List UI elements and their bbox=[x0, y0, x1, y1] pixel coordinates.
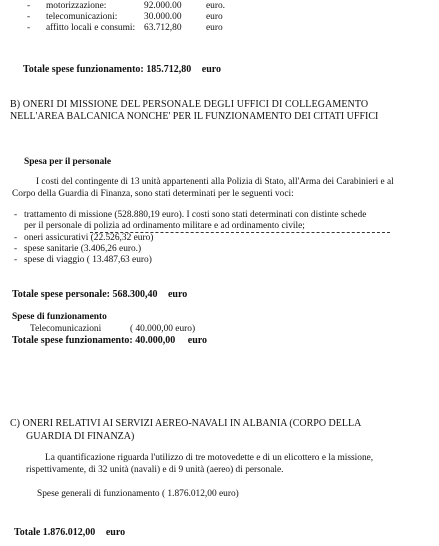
quantificazione-line2: rispettivamente, di 32 unità (navali) e di 9 unità (aereo) di personale. bbox=[26, 465, 284, 475]
list-amount: 30.000.00 bbox=[144, 12, 182, 22]
spese-funzionamento-title: Spese di funzionamento bbox=[12, 312, 107, 322]
list-label: affitto locali e consumi: bbox=[46, 23, 136, 33]
totale-personale bbox=[12, 289, 187, 300]
totale-value: Totale spese funzionamento: 40.000,00 bbox=[12, 335, 176, 346]
bullet: - bbox=[14, 210, 18, 220]
totale-value: Totale spese funzionamento: 185.712,80 bbox=[23, 64, 192, 75]
bullet: - bbox=[14, 233, 18, 243]
quantificazione-line1: La quantificazione riguarda l'utilizzo di tre motovedette e di un elicottero e la missione, bbox=[45, 453, 374, 463]
personale-item4: spese di viaggio ( 13.487,63 euro) bbox=[24, 255, 152, 265]
telecom-amount: ( 40.000,00 euro) bbox=[130, 324, 196, 334]
spese-generali: Spese generali di funzionamento ( 1.876.012,00 euro) bbox=[37, 489, 239, 499]
personale-item2: oneri assicurativi (22.526,32 euro) bbox=[24, 233, 154, 243]
intro-line2: Corpo della Guardia di Finanza, sono stati determinati per le seguenti voci: bbox=[12, 189, 294, 199]
section-c-heading-line2: GUARDIA DI FINANZA) bbox=[26, 431, 135, 442]
bullet: - bbox=[14, 244, 18, 254]
totale-value: Totale spese personale: 568.300,40 bbox=[12, 289, 158, 300]
totale-funzionamento-b bbox=[12, 335, 207, 346]
telecom-label: Telecomunicazioni bbox=[30, 324, 102, 334]
personale-item1-line1: trattamento di missione (528.880,19 euro). I costi sono stati determinati con distinte schede bbox=[24, 210, 367, 220]
list-label: telecomunicazioni: bbox=[46, 12, 118, 22]
list-item-motorizzazione bbox=[27, 1, 30, 11]
personale-item1-line2: per il personale di polizia ad ordinamento militare e ad ordinamento civile; bbox=[24, 221, 305, 231]
intro-line1: I costi del contingente di 13 unità appartenenti alla Polizia di Stato, all'Arma dei Carabinieri e al bbox=[36, 177, 394, 187]
section-b-heading-line1: B) ONERI DI MISSIONE DEL PERSONALE DEGLI UFFICI DI COLLEGAMENTO bbox=[10, 99, 369, 110]
totale-unit: euro bbox=[105, 527, 126, 538]
totale-funzionamento-a bbox=[23, 64, 221, 75]
list-unit: euro bbox=[206, 12, 223, 22]
personale-item3: spese sanitarie (3.406,26 euro.) bbox=[24, 244, 142, 254]
section-b-heading-line2: NELL'AREA BALCANICA NONCHE' PER IL FUNZIONAMENTO DEI CITATI UFFICI bbox=[10, 111, 379, 122]
bullet: - bbox=[27, 23, 31, 33]
list-amount: 92.000.00 bbox=[144, 1, 182, 11]
list-item-telecomunicazioni bbox=[27, 12, 30, 22]
list-amount: 63.712,80 bbox=[144, 23, 182, 33]
bullet: - bbox=[14, 255, 18, 265]
list-unit: euro bbox=[206, 23, 223, 33]
totale-unit: euro bbox=[167, 289, 188, 300]
list-item-affitto bbox=[27, 23, 30, 33]
bullet: - bbox=[27, 1, 31, 11]
totale-unit: euro bbox=[201, 64, 222, 75]
list-label: motorizzazione: bbox=[46, 1, 107, 11]
section-c-heading-line1: C) ONERI RELATIVI AI SERVIZI AEREO-NAVALI IN ALBANIA (CORPO DELLA bbox=[10, 418, 362, 429]
totale-finale bbox=[14, 527, 125, 538]
totale-unit: euro bbox=[187, 335, 208, 346]
spesa-personale-title: Spesa per il personale bbox=[24, 157, 112, 167]
bullet: - bbox=[27, 12, 31, 22]
totale-value: Totale 1.876.012,00 bbox=[14, 527, 96, 538]
list-unit: euro. bbox=[206, 1, 226, 11]
